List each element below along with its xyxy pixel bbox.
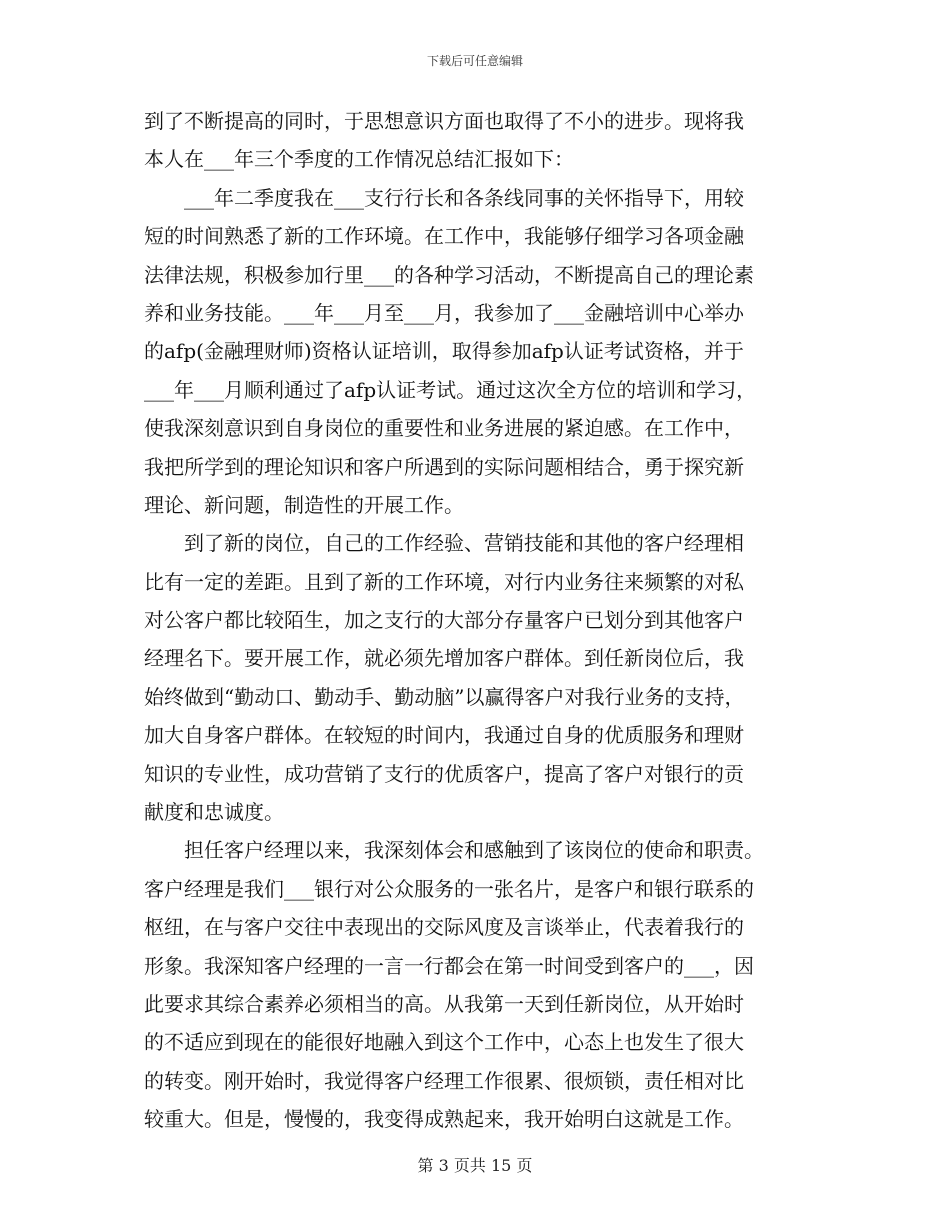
text-line: 枢纽，在与客户交往中表现出的交际风度及言谈举止，代表着我行的 xyxy=(144,915,744,940)
text-line: 客户经理是我们___银行对公众服务的一张名片，是客户和银行联系的 xyxy=(144,876,754,901)
text-line: 法律法规，积极参加行里___的各种学习活动，不断提高自己的理论素 xyxy=(144,262,754,287)
text-line: 对公客户都比较陌生，加之支行的大部分存量客户已划分到其他客户 xyxy=(144,608,744,633)
text-line: 担任客户经理以来，我深刻体会和感触到了该岗位的使命和职责。 xyxy=(184,838,764,863)
text-line: 知识的专业性，成功营销了支行的优质客户，提高了客户对银行的贡 xyxy=(144,761,744,786)
text-line: 形象。我深知客户经理的一言一行都会在第一时间受到客户的___，因 xyxy=(144,953,754,978)
text-line: 加大自身客户群体。在较短的时间内，我通过自身的优质服务和理财 xyxy=(144,723,744,748)
text-line: 养和业务技能。___年___月至___月，我参加了___金融培训中心举办 xyxy=(144,300,744,325)
text-line: 我把所学到的理论知识和客户所遇到的实际问题相结合，勇于探究新 xyxy=(144,454,744,479)
text-line: 到了新的岗位，自己的工作经验、营销技能和其他的客户经理相 xyxy=(184,531,744,556)
text-line: ___年___月顺利通过了afp认证考试。通过这次全方位的培训和学习， xyxy=(144,377,757,402)
text-line: 比有一定的差距。且到了新的工作环境，对行内业务往来频繁的对私 xyxy=(144,569,744,594)
text-line: 使我深刻意识到自身岗位的重要性和业务进展的紧迫感。在工作中， xyxy=(144,416,744,441)
page-header: 下载后可任意编辑 xyxy=(426,54,523,68)
page-footer: 第 3 页共 15 页 xyxy=(417,1156,533,1175)
text-line: 本人在___年三个季度的工作情况总结汇报如下： xyxy=(144,147,574,172)
text-line: ___年二季度我在___支行行长和各条线同事的关怀指导下，用较 xyxy=(184,185,744,210)
text-line: 此要求其综合素养必须相当的高。从我第一天到任新岗位，从开始时 xyxy=(144,991,744,1016)
text-line: 经理名下。要开展工作，就必须先增加客户群体。到任新岗位后，我 xyxy=(144,646,744,671)
text-line: 献度和忠诚度。 xyxy=(144,800,284,825)
text-line: 的afp(金融理财师)资格认证培训，取得参加afp认证考试资格，并于 xyxy=(144,339,744,364)
text-line: 理论、新问题，制造性的开展工作。 xyxy=(144,492,464,517)
text-line: 短的时间熟悉了新的工作环境。在工作中，我能够仔细学习各项金融 xyxy=(144,224,744,249)
text-line: 的不适应到现在的能很好地融入到这个工作中，心态上也发生了很大 xyxy=(144,1030,744,1055)
text-line: 的转变。刚开始时，我觉得客户经理工作很累、很烦锁，责任相对比 xyxy=(144,1068,744,1093)
text-line: 始终做到“勤动口、勤动手、勤动脑”以赢得客户对我行业务的支持， xyxy=(144,684,745,709)
text-line: 到了不断提高的同时，于思想意识方面也取得了不小的进步。现将我 xyxy=(144,109,744,133)
text-line: 较重大。但是，慢慢的，我变得成熟起来，我开始明白这就是工作。 xyxy=(144,1107,744,1132)
document-body xyxy=(144,102,804,1139)
